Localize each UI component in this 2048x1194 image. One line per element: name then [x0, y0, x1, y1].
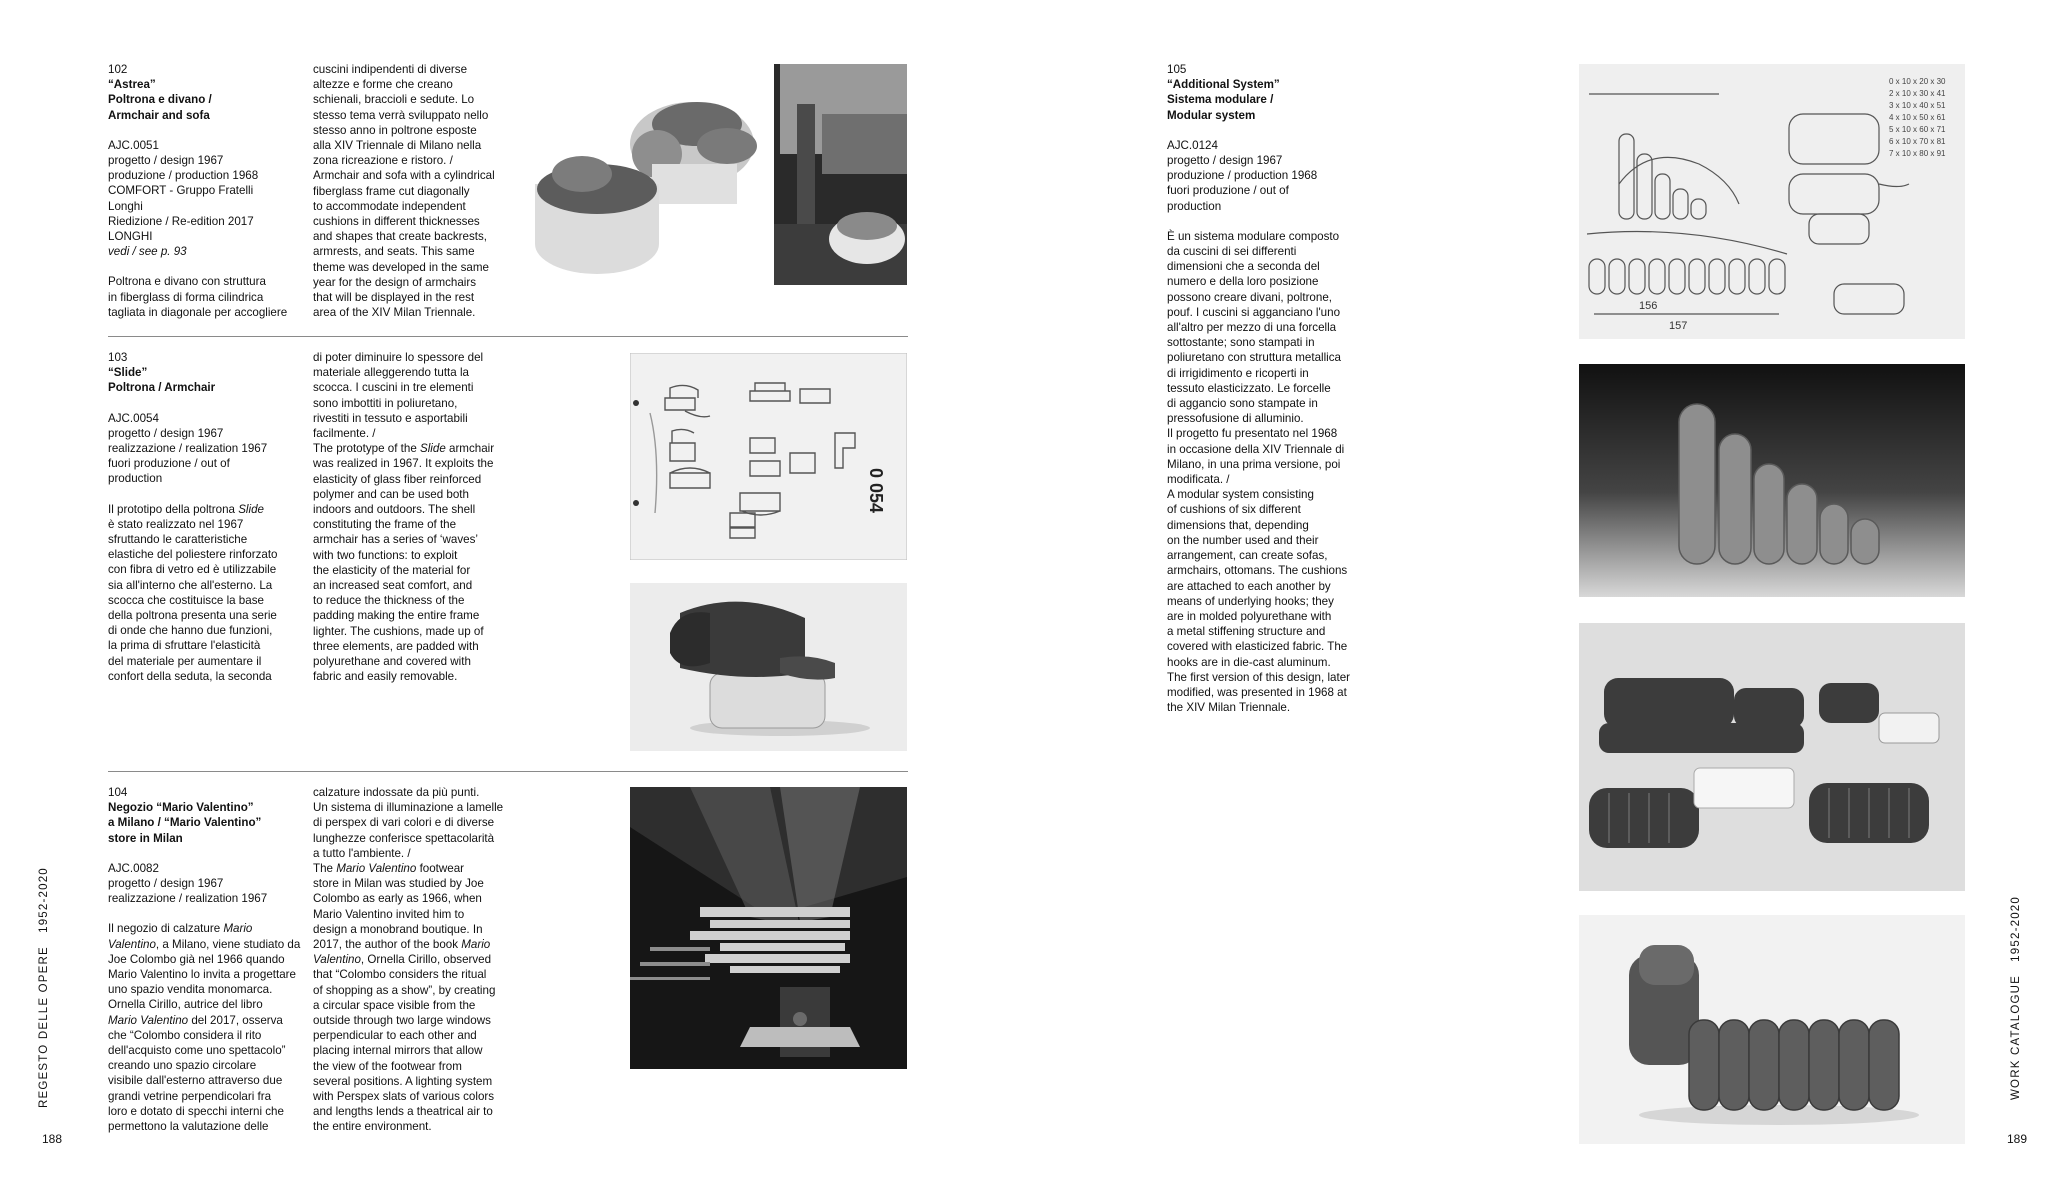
section-years: 1952-2020: [38, 867, 50, 933]
catalog-code: AJC.0124: [1167, 138, 1218, 152]
body-line: cushions in different thicknesses: [313, 215, 480, 229]
body-line: a metal stiffening structure and: [1167, 625, 1326, 639]
body-line: of shopping as a show”, by creating: [313, 983, 496, 997]
body-line: dell'acquisto come uno spettacolo”: [108, 1044, 286, 1058]
entry-105-body: [1167, 229, 1382, 716]
entry-title-line: Poltrona e divano /: [108, 93, 212, 107]
body-line: store in Milan was studied by Joe: [313, 877, 484, 891]
entry-title-line: “Additional System”: [1167, 78, 1280, 92]
additional-system-cushions-photo: [1579, 364, 1965, 597]
body-line: Valentino, Ornella Cirillo, observed: [313, 953, 492, 967]
catalog-code: AJC.0051: [108, 138, 159, 152]
body-line: di aggancio sono stampate in: [1167, 397, 1318, 411]
body-line: fabric and easily removable.: [313, 670, 458, 684]
left-page-section-label: [38, 867, 50, 1108]
meta-line: Riedizione / Re-edition 2017: [108, 214, 254, 228]
sketch-number-label: 0 054: [866, 468, 886, 514]
body-line: uno spazio vendita monomarca.: [108, 983, 273, 997]
entry-title-line: a Milano / “Mario Valentino”: [108, 816, 262, 830]
body-line: sfruttando le caratteristiche: [108, 533, 248, 547]
body-line: che “Colombo considera il rito: [108, 1028, 262, 1042]
body-line: calzature indossate da più punti.: [313, 786, 480, 799]
body-line: del materiale per aumentare il: [108, 654, 262, 668]
entry-104-col2: [313, 785, 513, 1135]
body-line: the entire environment.: [313, 1120, 432, 1134]
body-line: di irrigidimento e ricoperti in: [1167, 366, 1309, 380]
entry-105-text: [1167, 62, 1382, 715]
slide-photo: [630, 583, 907, 751]
body-line: possono creare divani, poltrone,: [1167, 290, 1332, 304]
entry-number: 105: [1167, 63, 1187, 76]
body-line: elasticity of glass fiber reinforced: [313, 472, 482, 486]
entry-divider: [108, 771, 908, 772]
body-line: Armchair and sofa with a cylindrical: [313, 169, 495, 183]
body-line: fiberglass frame cut diagonally: [313, 184, 470, 198]
body-line: with Perspex slats of various colors: [313, 1090, 495, 1104]
entry-103-body: [108, 502, 303, 684]
body-line: dimensioni che a seconda del: [1167, 260, 1320, 274]
body-line: con fibra di vetro ed è utilizzabile: [108, 563, 277, 577]
svg-text:2 x 10 x 30 x 41: 2 x 10 x 30 x 41: [1889, 89, 1946, 98]
additional-system-chaise-photo: [1579, 915, 1965, 1144]
body-line: year for the design of armchairs: [313, 275, 477, 289]
body-line: area of the XIV Milan Triennale.: [313, 306, 476, 320]
body-line: means of underlying hooks; they: [1167, 594, 1334, 608]
meta-line: realizzazione / realization 1967: [108, 442, 268, 456]
body-line: in occasione della XIV Triennale di: [1167, 442, 1345, 456]
body-line: elastiche del poliestere rinforzato: [108, 548, 278, 562]
body-line: the elasticity of the material for: [313, 563, 471, 577]
body-line: that will be displayed in the rest: [313, 291, 475, 305]
body-line: hooks are in die-cast aluminum.: [1167, 655, 1331, 669]
additional-system-drawing: [1579, 64, 1965, 339]
body-line: è stato realizzato nel 1967: [108, 517, 244, 531]
body-line: a circular space visible from the: [313, 998, 476, 1012]
meta-line: produzione / production 1968: [1167, 169, 1318, 183]
section-title: REGESTO DELLE OPERE: [38, 946, 50, 1108]
catalog-code: AJC.0054: [108, 411, 159, 425]
meta-line: realizzazione / realization 1967: [108, 892, 268, 906]
body-line: di onde che hanno due funzioni,: [108, 624, 273, 638]
body-line: covered with elasticized fabric. The: [1167, 640, 1348, 654]
body-line: Il prototipo della poltrona Slide: [108, 502, 264, 516]
body-line: three elements, are padded with: [313, 639, 479, 653]
body-line: on the number used and their: [1167, 533, 1319, 547]
body-line: dimensions that, depending: [1167, 518, 1309, 532]
body-line: facilmente. /: [313, 427, 376, 441]
meta-line: fuori produzione / out of: [108, 457, 230, 471]
body-line: The prototype of the Slide armchair: [313, 442, 495, 456]
entry-title-line: store in Milan: [108, 831, 183, 845]
body-line: alla XIV Triennale di Milano nella: [313, 139, 482, 153]
body-line: A modular system consisting: [1167, 488, 1314, 502]
entry-title-line: Modular system: [1167, 108, 1256, 122]
body-line: Il negozio di calzature Mario: [108, 922, 253, 936]
page-number-right: 189: [2007, 1132, 2028, 1146]
body-line: padding making the entire frame: [313, 609, 480, 623]
body-line: Joe Colombo già nel 1966 quando: [108, 952, 285, 966]
body-line: permettono la valutazione delle: [108, 1120, 269, 1134]
entry-104-col1: [108, 785, 308, 1134]
body-line: da cuscini di sei differenti: [1167, 245, 1297, 259]
body-line: sia all'interno che all'esterno. La: [108, 578, 273, 592]
meta-line: production: [108, 472, 163, 486]
body-line: design a monobrand boutique. In: [313, 922, 483, 936]
body-line: armchair has a series of ‘waves’: [313, 533, 478, 547]
body-line: armchairs, ottomans. The cushions: [1167, 564, 1348, 578]
entry-102-col1: [108, 62, 303, 320]
body-line: la prima di sfruttare l'elasticità: [108, 639, 261, 653]
body-line: indoors and outdoors. The shell: [313, 503, 476, 517]
entry-103-col1: [108, 350, 303, 684]
body-line: confort della seduta, la seconda: [108, 669, 272, 683]
body-line: pouf. I cuscini si agganciano l'uno: [1167, 305, 1341, 319]
svg-text:5 x 10 x 60 x 71: 5 x 10 x 60 x 71: [1889, 125, 1946, 134]
body-line: are attached to each another by: [1167, 579, 1331, 593]
svg-text:0 x 10 x 20 x 30: 0 x 10 x 20 x 30: [1889, 77, 1946, 86]
body-line: in fiberglass di forma cilindrica: [108, 290, 264, 304]
body-line: an increased seat comfort, and: [313, 579, 473, 593]
body-line: and lengths lends a theatrical air to: [313, 1105, 493, 1119]
body-line: rivestiti in tessuto e asportabili: [313, 411, 468, 425]
body-line: stesso tema verrà sviluppato nello: [313, 108, 489, 122]
body-line: armrests, and seats. This same: [313, 245, 475, 259]
see-reference: vedi / see p. 93: [108, 245, 187, 259]
body-line: creando uno spazio circolare: [108, 1059, 257, 1073]
body-line: Mario Valentino del 2017, osserva: [108, 1013, 283, 1027]
body-line: outside through two large windows: [313, 1014, 491, 1028]
body-line: Mario Valentino invited him to: [313, 907, 465, 921]
meta-line: Longhi: [108, 199, 143, 213]
body-line: constituting the frame of the: [313, 518, 457, 532]
body-line: stesso anno in poltrone esposte: [313, 123, 477, 137]
body-line: schienali, braccioli e sedute. Lo: [313, 93, 475, 107]
entry-number: 103: [108, 351, 128, 364]
meta-line: progetto / design 1967: [108, 877, 224, 891]
entry-title-line: “Astrea”: [108, 78, 156, 92]
meta-line: produzione / production 1968: [108, 169, 259, 183]
body-line: lighter. The cushions, made up of: [313, 624, 484, 638]
body-line: modified, was presented in 1968 at: [1167, 685, 1347, 699]
entry-104-body: [108, 921, 308, 1134]
body-line: scocca che costituisce la base: [108, 593, 264, 607]
body-line: numero e della loro posizione: [1167, 275, 1319, 289]
body-line: visibile dall'esterno attraverso due: [108, 1074, 283, 1088]
drawing-dimension: 157: [1669, 320, 1688, 332]
body-line: sottostante; sono stampati in: [1167, 336, 1315, 350]
entry-102-col2: [313, 62, 508, 320]
entry-title-line: Armchair and sofa: [108, 108, 210, 122]
svg-text:6 x 10 x 70 x 81: 6 x 10 x 70 x 81: [1889, 137, 1946, 146]
entry-number: 104: [108, 786, 128, 799]
meta-line: progetto / design 1967: [108, 426, 224, 440]
astrea-photo: [522, 64, 907, 285]
body-line: Colombo as early as 1966, when: [313, 892, 482, 906]
body-line: lunghezze conferisce spettacolarità: [313, 831, 495, 845]
body-line: perpendicular to each other and: [313, 1029, 477, 1043]
body-line: all'altro per mezzo di una forcella: [1167, 321, 1337, 335]
entry-title-line: Negozio “Mario Valentino”: [108, 801, 254, 815]
body-line: of cushions of six different: [1167, 503, 1301, 517]
body-line: pressofusione di alluminio.: [1167, 412, 1304, 426]
body-line: altezze e forme che creano: [313, 78, 453, 92]
body-line: a tutto l'ambiente. /: [313, 846, 411, 860]
meta-line: COMFORT - Gruppo Fratelli: [108, 184, 254, 198]
meta-line: fuori produzione / out of: [1167, 184, 1289, 198]
page-number-left: 188: [42, 1132, 63, 1146]
body-line: scocca. I cuscini in tre elementi: [313, 381, 474, 395]
body-line: poliuretano con struttura metallica: [1167, 351, 1341, 365]
body-line: The Mario Valentino footwear: [313, 862, 465, 876]
body-line: Valentino, a Milano, viene studiato da: [108, 937, 301, 951]
valentino-store-photo: [630, 787, 907, 1069]
body-line: theme was developed in the same: [313, 260, 489, 274]
body-line: Ornella Cirillo, autrice del libro: [108, 998, 263, 1012]
body-line: are in molded polyurethane with: [1167, 609, 1332, 623]
body-line: Poltrona e divano con struttura: [108, 275, 266, 289]
body-line: modificata. /: [1167, 473, 1230, 487]
body-line: Un sistema di illuminazione a lamelle: [313, 801, 504, 815]
body-line: della poltrona presenta una serie: [108, 609, 277, 623]
body-line: The first version of this design, later: [1167, 670, 1351, 684]
section-title: WORK CATALOGUE: [2010, 975, 2022, 1100]
meta-line: LONGHI: [108, 230, 153, 244]
entry-divider: [108, 336, 908, 337]
body-line: tagliata in diagonale per accogliere: [108, 305, 288, 319]
body-line: several positions. A lighting system: [313, 1074, 493, 1088]
body-line: di poter diminuire lo spessore del: [313, 351, 484, 364]
body-line: tessuto elasticizzato. Le forcelle: [1167, 381, 1331, 395]
body-line: to reduce the thickness of the: [313, 594, 465, 608]
body-line: was realized in 1967. It exploits the: [313, 457, 494, 471]
right-page-section-label: [2010, 896, 2022, 1100]
body-line: with two functions: to exploit: [313, 548, 458, 562]
meta-line: production: [1167, 199, 1222, 213]
body-line: the view of the footwear from: [313, 1059, 462, 1073]
body-line: grandi vetrine perpendicolari fra: [108, 1089, 272, 1103]
slide-sketch: [630, 353, 907, 560]
entry-title-line: Sistema modulare /: [1167, 93, 1274, 107]
body-line: polymer and can be used both: [313, 487, 469, 501]
body-line: sono imbottiti in poliuretano,: [313, 396, 458, 410]
body-line: di perspex di vari colori e di diverse: [313, 816, 495, 830]
body-line: loro e dotato di specchi interni che: [108, 1104, 284, 1118]
body-line: materiale alleggerendo tutta la: [313, 366, 469, 380]
entry-title-line: “Slide”: [108, 366, 148, 380]
entry-title-line: Poltrona / Armchair: [108, 381, 216, 395]
body-line: polyurethane and covered with: [313, 655, 471, 669]
body-line: placing internal mirrors that allow: [313, 1044, 483, 1058]
body-line: to accommodate independent: [313, 199, 466, 213]
body-line: 2017, the author of the book Mario: [313, 938, 491, 952]
body-line: and shapes that create backrests,: [313, 230, 488, 244]
body-line: zona ricreazione e ristoro. /: [313, 154, 453, 168]
body-line: that “Colombo considers the ritual: [313, 968, 487, 982]
body-line: cuscini indipendenti di diverse: [313, 63, 468, 76]
additional-system-sofa-photo: [1579, 623, 1965, 891]
catalog-code: AJC.0082: [108, 861, 159, 875]
meta-line: progetto / design 1967: [108, 154, 224, 168]
section-years: 1952-2020: [2010, 896, 2022, 962]
meta-line: progetto / design 1967: [1167, 154, 1283, 168]
svg-text:4 x 10 x 50 x 61: 4 x 10 x 50 x 61: [1889, 113, 1946, 122]
svg-text:3 x 10 x 40 x 51: 3 x 10 x 40 x 51: [1889, 101, 1946, 110]
body-line: Milano, in una prima versione, poi: [1167, 457, 1341, 471]
body-line: Mario Valentino lo invita a progettare: [108, 968, 296, 982]
body-line: the XIV Milan Triennale.: [1167, 701, 1291, 715]
entry-103-col2: [313, 350, 508, 684]
svg-text:7 x 10 x 80 x 91: 7 x 10 x 80 x 91: [1889, 149, 1946, 158]
body-line: È un sistema modulare composto: [1167, 229, 1340, 243]
body-line: arrangement, can create sofas,: [1167, 549, 1328, 563]
drawing-dimension: 156: [1639, 300, 1658, 312]
entry-number: 102: [108, 63, 128, 76]
body-line: Il progetto fu presentato nel 1968: [1167, 427, 1338, 441]
